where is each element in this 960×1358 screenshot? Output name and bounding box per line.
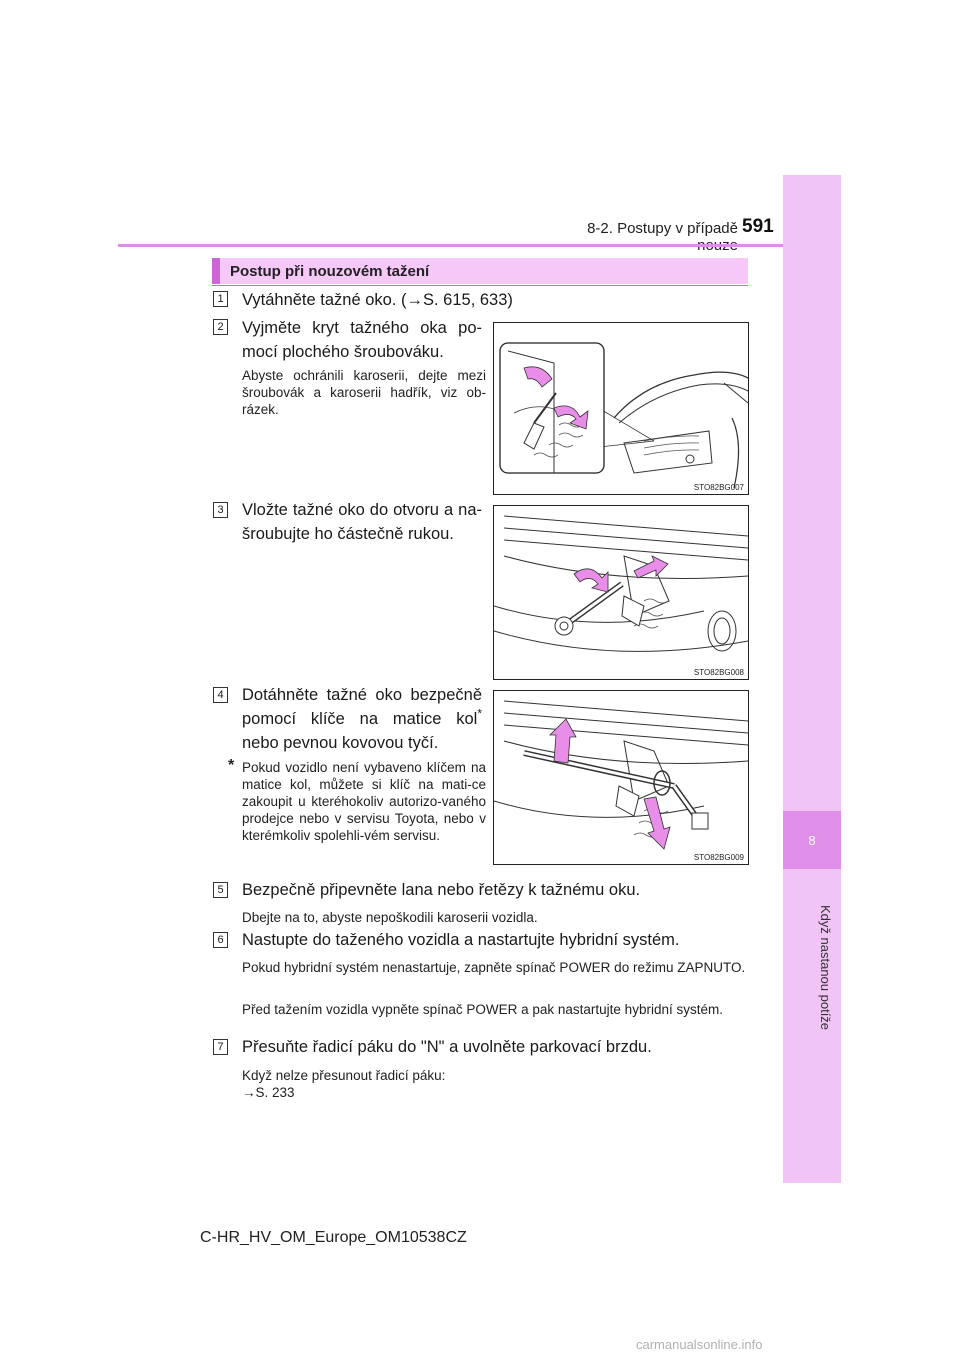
step-note-2: Abyste ochránili karoserii, dejte mezi šroubovák a karoserii hadřík, viz ob-rázek. xyxy=(242,368,486,417)
step-text-3 xyxy=(242,498,482,546)
step-text-3-line1: Vložte tažné oko do otvoru a na- xyxy=(242,501,482,519)
step-text-2-line1: Vyjměte kryt tažného oka po- xyxy=(242,319,482,337)
step-number-7: 7 xyxy=(213,1039,228,1055)
step-number-4: 4 xyxy=(213,687,228,703)
figure-insert-eye xyxy=(493,505,749,680)
chapter-title: Když nastanou potíže xyxy=(818,905,833,1031)
figure-code-2: STO82BG008 xyxy=(693,668,744,677)
step-note-6a: Pokud hybridní systém nenastartuje, zapněte spínač POWER do režimu ZAPNUTO. xyxy=(242,960,746,975)
figure-code-1: STO82BG007 xyxy=(693,483,744,492)
footnote-marker: * xyxy=(228,757,235,774)
watermark: carmanualsonline.info xyxy=(636,1337,763,1352)
figure-remove-cover xyxy=(493,322,749,495)
step-number-1: 1 xyxy=(213,291,228,307)
section-title-bar xyxy=(212,258,748,284)
section-underline xyxy=(212,285,748,286)
step-text-2 xyxy=(242,316,482,364)
chapter-side-tab xyxy=(783,175,841,1183)
step-text-2-line2: mocí plochého šroubováku. xyxy=(242,343,444,361)
figure-code-3: STO82BG009 xyxy=(693,853,744,862)
step-text-4-line1: Dotáhněte tažné oko bezpečně xyxy=(242,686,482,704)
footnote-reference-marker: * xyxy=(477,706,482,721)
step-text-4 xyxy=(242,683,482,755)
step-note-6b: Před tažením vozidla vypněte spínač POWER a pak nastartujte hybridní systém. xyxy=(242,1002,723,1017)
footnote-text: Pokud vozidlo není vybaveno klíčem na matice kol, můžete si klíč na mati-ce zakoupit u kteréhokoliv autorizo-vaného prodejce nebo v servisu Toyota, nebo v kterémkoliv spolehli-vém servisu. xyxy=(242,760,486,843)
step-text-3-line2: šroubujte ho částečně rukou. xyxy=(242,525,454,543)
header-section-title: 8-2. Postupy v případě xyxy=(587,220,738,237)
figure-insert-eye-illustration xyxy=(494,506,748,679)
figure-tighten-eye-illustration xyxy=(494,691,748,864)
step-text-6: Nastupte do taženého vozidla a nastartujte hybridní systém. xyxy=(242,931,680,949)
step-note-7-line2: →S. 233 xyxy=(242,1085,295,1100)
step-number-3: 3 xyxy=(213,502,228,518)
figure-remove-cover-illustration xyxy=(494,323,748,494)
step-text-4-line2 xyxy=(242,707,482,731)
section-title: Postup při nouzovém tažení xyxy=(230,262,430,280)
step-note-7-line1: Když nelze přesunout řadicí páku: xyxy=(242,1068,446,1083)
header-divider xyxy=(118,244,783,247)
chapter-number: 8 xyxy=(783,811,841,869)
step-number-6: 6 xyxy=(213,932,228,948)
step-note-7 xyxy=(242,1067,445,1101)
step-note-5: Dbejte na to, abyste nepoškodili karoserii vozidla. xyxy=(242,910,538,925)
figure-tighten-eye xyxy=(493,690,749,865)
step-text-4-line2-text: pomocí klíče na matice kol xyxy=(242,710,478,728)
step-text-4-line3: nebo pevnou kovovou tyčí. xyxy=(242,734,439,752)
step-text-1: Vytáhněte tažné oko. (→S. 615, 633) xyxy=(242,291,513,309)
step-number-5: 5 xyxy=(213,882,228,898)
step-number-2: 2 xyxy=(213,319,228,335)
step-text-5: Bezpečně připevněte lana nebo řetězy k tažnému oku. xyxy=(242,881,641,899)
page-number: 591 xyxy=(742,216,774,237)
document-footer-code: C-HR_HV_OM_Europe_OM10538CZ xyxy=(200,1229,467,1246)
step-text-7: Přesuňte řadicí páku do "N" a uvolněte parkovací brzdu. xyxy=(242,1038,652,1056)
